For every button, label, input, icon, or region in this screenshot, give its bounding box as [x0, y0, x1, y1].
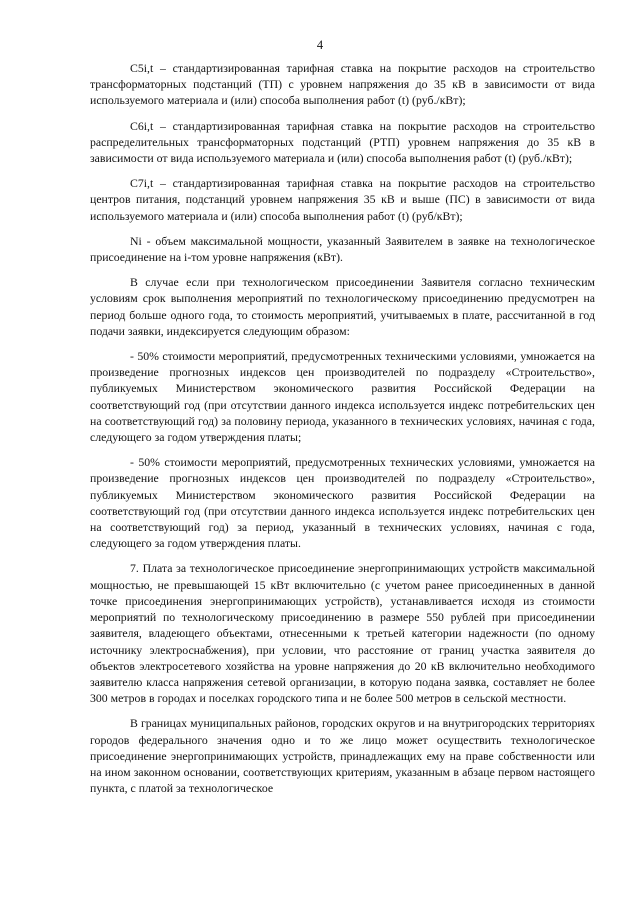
paragraph-indexation-intro: В случае если при технологическом присоединении Заявителя согласно техническим условиям срок выполнения мероприятий по технологическому присоединению предусмотрен на период больше одного года, то стоимость мероприятий, учитываемых в плате, рассчитанной в год подачи заявки, индексируется следующим образом: — [90, 275, 595, 338]
paragraph-indexation-full-period: - 50% стоимости мероприятий, предусмотренных технических условиями, умножается на произведение прогнозных индексов цен производителей по подразделу «Строительство», публикуемых Министерством экономического развития Российской Федерации на соответствующий год (при отсутствии данного индекса используется индекс потребительских цен на соответствующий год) за период, указанный в технических условиях, начиная с года, следующего за годом утверждения платы. — [90, 455, 595, 551]
page-number: 4 — [316, 38, 324, 52]
document-body — [90, 60, 595, 805]
paragraph-indexation-half-period: - 50% стоимости мероприятий, предусмотренных техническими условиями, умножается на произведение прогнозных индексов цен производителей по подразделу «Строительство», публикуемых Министерством экономического развития Российской Федерации на соответствующий год (при отсутствии данного индекса используется индекс потребительских цен на соответствующий год) за половину периода, указанного в технических условиях, начиная с года, следующего за годом утверждения платы; — [90, 349, 595, 445]
paragraph-item-7: 7. Плата за технологическое присоединение энергопринимающих устройств максимальной мощностью, не превышающей 15 кВт включительно (с учетом ранее присоединенных в данной точке присоединения энергопринимающих устройств), устанавливается исходя из стоимости мероприятий по технологическому присоединению в размере 550 рублей при присоединении заявителя, владеющего объектами, отнесенными к третьей категории надежности (по одному источнику электроснабжения), при условии, что расстояние от границ участка заявителя до объектов электросетевого хозяйства на уровне напряжения до 20 кВ включительно необходимого заявителю класса напряжения сетевой организации, в которую подана заявка, составляет не более 300 метров в городах и поселках городского типа и не более 500 метров в сельской местности. — [90, 561, 595, 706]
paragraph-c5-definition: C5i,t – стандартизированная тарифная ставка на покрытие расходов на строительство трансформаторных подстанций (ТП) с уровнем напряжения до 35 кВ в зависимости от вида используемого материала и (или) способа выполнения работ (t) (руб./кВт); — [90, 61, 595, 108]
paragraph-municipal-boundaries: В границах муниципальных районов, городских округов и на внутригородских территориях городов федерального значения одно и то же лицо может осуществить технологическое присоединение энергопринимающих устройств, принадлежащих ему на праве собственности или на ином законном основании, соответствующих критериям, указанным в абзаце первом настоящего пункта, с платой за технологическое — [90, 716, 595, 796]
paragraph-c6-definition: C6i,t – стандартизированная тарифная ставка на покрытие расходов на строительство распределительных трансформаторных подстанций (РТП) уровнем напряжения до 35 кВ в зависимости от вида используемого материала и (или) способа выполнения работ (t) (руб./кВт); — [90, 118, 595, 166]
paragraph-ni-definition: Ni - объем максимальной мощности, указанный Заявителем в заявке на технологическое присоединение на i-том уровне напряжения (кВт). — [90, 233, 595, 265]
paragraph-c7-definition: C7i,t – стандартизированная тарифная ставка на покрытие расходов на строительство центров питания, подстанций уровнем напряжения 35 кВ и выше (ПС) в зависимости от вида используемого материала и (или) способа выполнения работ (t) (руб/кВт); — [90, 176, 595, 223]
